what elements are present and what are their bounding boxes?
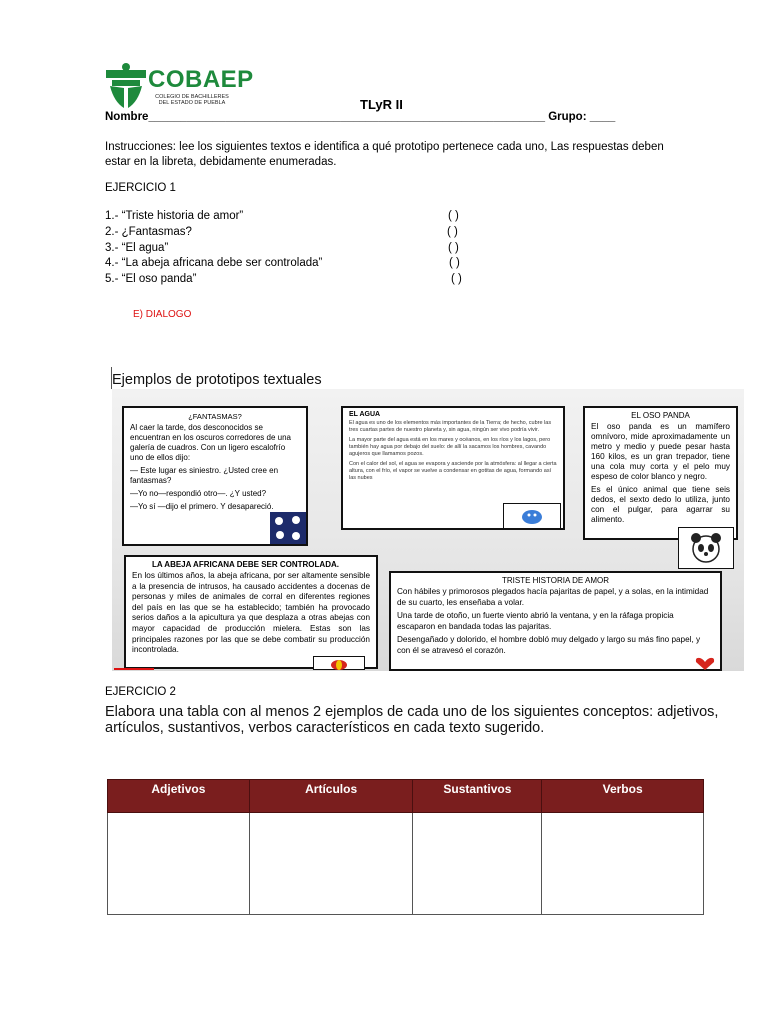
question-3: 3.- “El agua” — [105, 242, 169, 254]
bee-image — [313, 656, 365, 670]
name-line: ______________________________________________________________ — [148, 111, 545, 123]
fantasmas-paragraph: Al caer la tarde, dos desconocidos se encuentran en los oscuros corredores de una galería de cuadros. Con un ligero escalofrío uno de ellos dijo: — [130, 423, 291, 462]
red-underline — [114, 668, 154, 670]
oso-paragraph: Es el único animal que tiene seis dedos, el sexto dedo lo utiliza, junto con el pulgar, para agarrar su alimento. — [591, 485, 730, 524]
table-row — [108, 813, 704, 915]
question-2: 2.- ¿Fantasmas? — [105, 226, 192, 238]
question-4: 4.- “La abeja africana debe ser controlada” — [105, 257, 323, 269]
oso-paragraph: El oso panda es un mamífero omnívoro, mide aproximadamente un metro y medio y puede pesar hasta 160 kilos, es un gran trepador, tiene una cola muy corta y el pelo muy espeso de color blanco y negro. — [591, 422, 730, 481]
table-cell-adjetivos[interactable] — [108, 813, 250, 915]
table-header-row — [108, 780, 704, 813]
triste-paragraph: Una tarde de otoño, un fuerte viento abrió la ventana, y en la ráfaga propicia escaparon en bandada todas las pajaritas. — [397, 611, 674, 631]
column-header-articulos: Artículos — [249, 780, 413, 813]
panda-image — [678, 527, 734, 569]
group-line: ____ — [589, 111, 616, 123]
text-box-abeja — [124, 555, 378, 669]
column-header-sustantivos: Sustantivos — [413, 780, 542, 813]
table-cell-verbos[interactable] — [542, 813, 704, 915]
agua-title: EL AGUA — [349, 411, 381, 418]
option-e-dialogo: E) DIALOGO — [133, 309, 192, 320]
table-cell-sustantivos[interactable] — [413, 813, 542, 915]
abeja-paragraph: En los últimos años, la abeja africana, por ser altamente sensible a la presencia de intrusos, ha causado accidentes a docenas de personas y miles de animales de corral en diferentes regiones del país en las que se ha establecido; también ha provocado serios daños a la apicultura ya que desplaza a otras abejas con mayor capacidad de producción mielera. Estas son las principales razones por las que se debe combatir su producción incontrolada. — [132, 571, 370, 655]
name-label: Nombre — [105, 111, 149, 123]
text-box-oso-panda — [583, 406, 738, 540]
agua-paragraph: Con el calor del sol, el agua se evapora y asciende por la atmósfera: al llegar a cierta altura, con el frío, el vapor se vuelve a condensar en gotitas de agua, formando así las nubes — [349, 461, 557, 481]
course-title: TLyR II — [360, 97, 403, 112]
text-box-triste-historia — [389, 571, 722, 671]
exercise2-instructions: Elabora una tabla con al menos 2 ejemplos de cada uno de los siguientes conceptos: adjetivos, artículos, sustantivos, verbos característicos en cada texto sugerido. — [105, 704, 719, 736]
heart-image — [693, 657, 717, 670]
water-drop-image — [503, 503, 561, 529]
cobaep-emblem-icon — [104, 62, 148, 110]
concepts-table — [107, 779, 704, 915]
ghosts-image — [270, 512, 306, 544]
fantasmas-paragraph: —Yo sí —dijo el primero. Y desapareció. — [130, 502, 274, 511]
logo-subtitle: COLEGIO DE BACHILLERES DEL ESTADO DE PUEBLA — [155, 94, 229, 106]
fantasmas-title: ¿FANTASMAS? — [188, 412, 242, 421]
group-label: Grupo: — [548, 111, 587, 123]
question-1: 1.- “Triste historia de amor” — [105, 210, 244, 222]
fantasmas-paragraph: — Este lugar es siniestro. ¿Usted cree en fantasmas? — [130, 466, 279, 485]
question-5: 5.- “El oso panda” — [105, 273, 197, 285]
table-cell-articulos[interactable] — [249, 813, 413, 915]
agua-paragraph: El agua es uno de los elementos más importantes de la Tierra; de hecho, cubre las tres cuartas partes de nuestro planeta y, sin agua, ningún ser vivo podría vivir. — [349, 420, 552, 433]
exercise1-title: EJERCICIO 1 — [105, 182, 176, 194]
answer-blank-2: ( ) — [447, 226, 458, 238]
column-header-verbos: Verbos — [542, 780, 704, 813]
answer-blank-3: ( ) — [448, 242, 459, 254]
triste-title: TRISTE HISTORIA DE AMOR — [502, 576, 609, 585]
logo-wordmark: COBAEP — [148, 66, 254, 93]
triste-paragraph: Con hábiles y primorosos plegados hacía pajaritas de papel, y a solas, en la intimidad de su cuarto, les enseñaba a volar. — [397, 587, 709, 607]
prototypes-title: Ejemplos de prototipos textuales — [112, 372, 322, 388]
answer-blank-1: ( ) — [448, 210, 459, 222]
answer-blank-5: ( ) — [451, 273, 462, 285]
abeja-title: LA ABEJA AFRICANA DEBE SER CONTROLADA. — [152, 560, 339, 569]
cobaep-logo — [104, 62, 264, 112]
answer-blank-4: ( ) — [449, 257, 460, 269]
fantasmas-paragraph: —Yo no—respondió otro—. ¿Y usted? — [130, 489, 267, 498]
column-header-adjetivos: Adjetivos — [108, 780, 250, 813]
oso-title: EL OSO PANDA — [631, 411, 690, 420]
instructions: Instrucciones: lee los siguientes textos e identifica a qué prototipo pertenece cada uno, Las respuestas deben estar en la libreta, debidamente enumeradas. — [105, 141, 664, 168]
exercise2-title: EJERCICIO 2 — [105, 686, 176, 698]
agua-paragraph: La mayor parte del agua está en los mares y océanos, en los ríos y los lagos, pero también hay agua por debajo del suelo: de allí la sacamos los hombres, cavando agujeros que llamamos pozos. — [349, 437, 551, 457]
name-group-row — [105, 111, 615, 123]
triste-paragraph: Desengañado y dolorido, el hombre dobló muy delgado y largo su más fino papel, y con él se atravesó el corazón. — [397, 635, 701, 655]
